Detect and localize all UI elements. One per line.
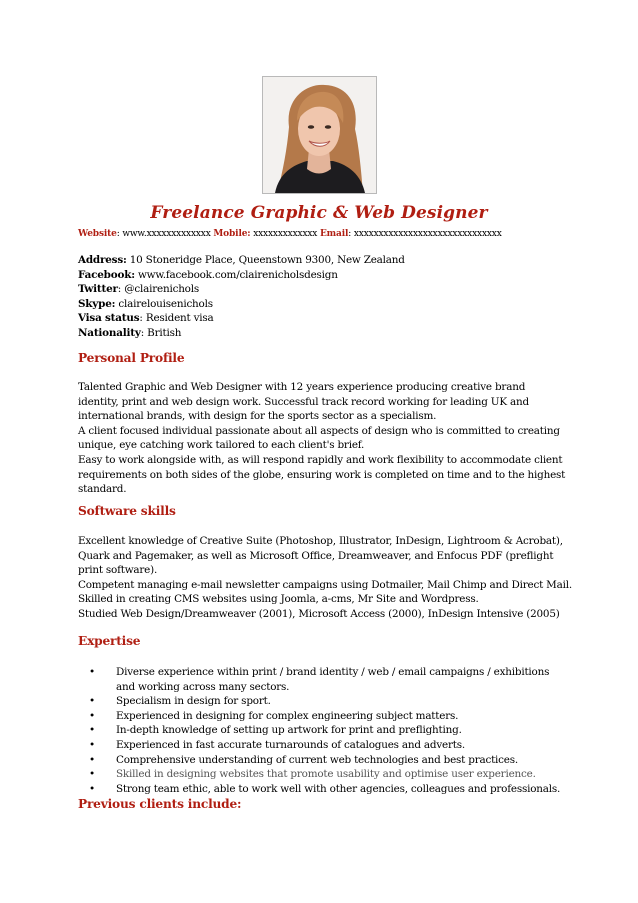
portrait-photo	[262, 76, 377, 194]
bullet-icon: •	[89, 738, 95, 751]
bullet-icon: •	[89, 695, 95, 708]
contact-line: Website: www.xxxxxxxxxxxxx Mobile: xxxxxxxxxxxxx Email: xxxxxxxxxxxxxxxxxxxxxxxxxxxxxx	[78, 229, 502, 239]
detail-skype: Skype: clairelouisenichols	[78, 297, 213, 310]
email-label: Email	[319, 229, 349, 239]
expertise-heading: Expertise	[78, 634, 141, 648]
bullet-icon: •	[89, 782, 95, 795]
detail-visa: Visa status: Resident visa	[78, 312, 214, 325]
website-value[interactable]: www.xxxxxxxxxxxxx	[122, 229, 211, 239]
detail-nationality: Nationality: British	[78, 326, 182, 339]
profile-heading: Personal Profile	[78, 351, 185, 365]
detail-address: Address: 10 Stoneridge Place, Queenstown 9300, New Zealand	[78, 254, 405, 266]
mobile-value: xxxxxxxxxxxxx	[253, 229, 318, 239]
list-item: • Specialism in design for sport.	[89, 695, 271, 708]
email-value[interactable]: xxxxxxxxxxxxxxxxxxxxxxxxxxxxxx	[353, 229, 502, 239]
bullet-icon: •	[89, 724, 95, 737]
expertise-list	[89, 665, 560, 796]
profile-text: Talented Graphic and Web Designer with 12 years experience producing creative brand identity, print and web design work. Successful track record working for leading UK and international brands, with design for the sports sector as a specialism. A client focused individual passionate about all aspects of design who is committed to creating unique, eye catching work tailored to each client's brief. Easy to work alongside with, as will respond rapidly and work flexibility to accommodate client requirements on both sides of the globe, ensuring work is completed on time and to the highest standard.	[78, 381, 566, 496]
detail-facebook: Facebook: www.facebook.com/clairenicholsdesign	[78, 268, 338, 281]
detail-twitter: Twitter: @clairenichols	[78, 283, 199, 296]
bullet-icon: •	[89, 768, 95, 781]
portrait-icon	[263, 77, 376, 193]
bullet-icon: •	[89, 666, 95, 678]
list-item: • Diverse experience within print / brand identity / web / email campaigns / exhibitions and working across many sectors.	[89, 666, 550, 693]
list-item: • Comprehensive understanding of current web technologies and best practices.	[89, 753, 518, 766]
page-title: Freelance Graphic & Web Designer	[150, 203, 488, 223]
software-text: Excellent knowledge of Creative Suite (Photoshop, Illustrator, InDesign, Lightroom & Acrobat), Quark and Pagemaker, as well as Microsoft Office, Dreamweaver, and Enfocus PDF (preflight print software). Competent managing e-mail newsletter campaigns using Dotmailer, Mail Chimp and Direct Mail. Skilled in creating CMS websites using Joomla, a-cms, Mr Site and Wordpress. Studied Web Design/Dreamweaver (2001), Microsoft Access (2000), InDesign Intensive (2005)	[78, 535, 572, 620]
bullet-icon: •	[89, 753, 95, 766]
list-item: • In-depth knowledge of setting up artwork for print and preflighting.	[89, 724, 462, 737]
mobile-label: Mobile:	[213, 229, 251, 239]
bullet-icon: •	[89, 709, 95, 722]
list-item: • Strong team ethic, able to work well with other agencies, colleagues and professionals.	[89, 782, 561, 795]
software-heading: Software skills	[78, 504, 176, 518]
list-item: • Skilled in designing websites that promote usability and optimise user experience.	[89, 768, 536, 781]
list-item: • Experienced in designing for complex engineering subject matters.	[89, 709, 459, 722]
personal-details	[78, 253, 405, 341]
list-item: • Experienced in fast accurate turnarounds of catalogues and adverts.	[89, 738, 465, 751]
clients-heading: Previous clients include:	[78, 797, 242, 811]
website-label: Website	[78, 229, 117, 239]
